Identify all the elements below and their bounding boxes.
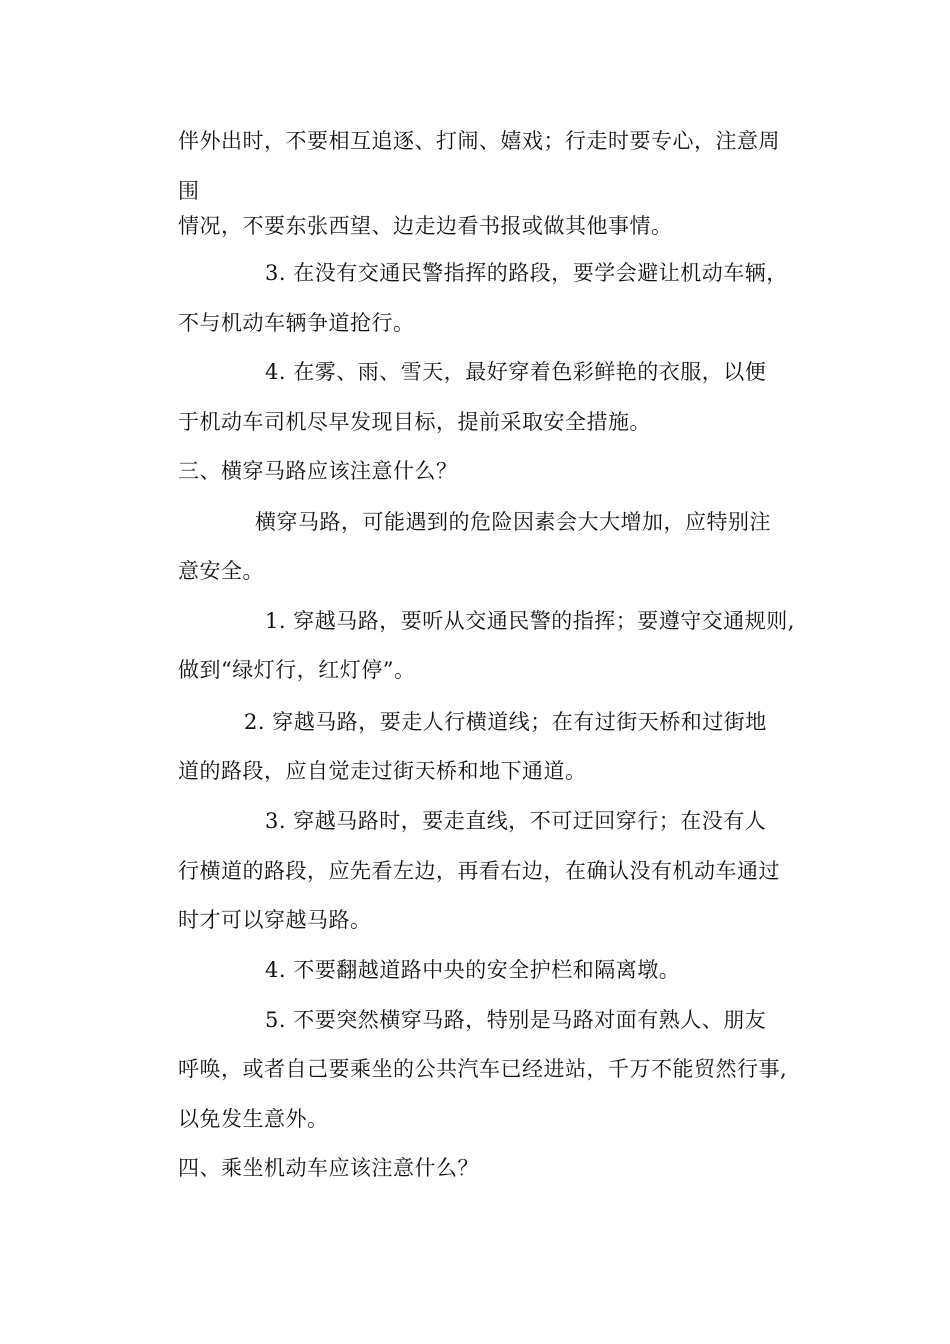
list-item-line: 3. 穿越马路时，要走直线，不可迂回穿行；在没有人 — [265, 809, 767, 833]
paragraph-line: 情况，不要东张西望、边走边看书报或做其他事情。 — [178, 214, 673, 238]
paragraph-line: 呼唤，或者自己要乘坐的公共汽车已经进站，千万不能贸然行事, — [178, 1057, 788, 1081]
paragraph-line: 不与机动车辆争道抢行。 — [178, 311, 415, 335]
list-item-line: 4. 不要翻越道路中央的安全护栏和隔离墩。 — [265, 958, 681, 982]
paragraph-line: 道的路段，应自觉走过街天桥和地下通道。 — [178, 759, 587, 783]
paragraph-line: 围 — [178, 179, 200, 203]
section-heading: 三、横穿马路应该注意什么？ — [178, 459, 458, 483]
list-item-line: 1. 穿越马路，要听从交通民警的指挥；要遵守交通规则, — [265, 609, 795, 633]
paragraph-line: 伴外出时，不要相互追逐、打闹、嬉戏；行走时要专心，注意周 — [178, 129, 780, 153]
paragraph-line: 意安全。 — [178, 559, 264, 583]
paragraph-line: 行横道的路段，应先看左边，再看右边，在确认没有机动车通过 — [178, 859, 780, 883]
list-item-line: 2. 穿越马路，要走人行横道线；在有过街天桥和过街地 — [244, 710, 767, 734]
paragraph-line: 于机动车司机尽早发现目标，提前采取安全措施。 — [178, 410, 651, 434]
paragraph-line: 以免发生意外。 — [178, 1107, 329, 1131]
paragraph-line: 横穿马路，可能遇到的危险因素会大大增加，应特别注 — [255, 510, 771, 534]
paragraph-line: 做到“绿灯行，红灯停”。 — [178, 658, 416, 682]
list-item-line: 3. 在没有交通民警指挥的路段，要学会避让机动车辆， — [265, 261, 788, 285]
list-item-line: 5. 不要突然横穿马路，特别是马路对面有熟人、朋友 — [265, 1008, 767, 1032]
list-item-line: 4. 在雾、雨、雪天，最好穿着色彩鲜艳的衣服，以便 — [265, 360, 767, 384]
section-heading: 四、乘坐机动车应该注意什么？ — [178, 1156, 479, 1180]
paragraph-line: 时才可以穿越马路。 — [178, 908, 372, 932]
